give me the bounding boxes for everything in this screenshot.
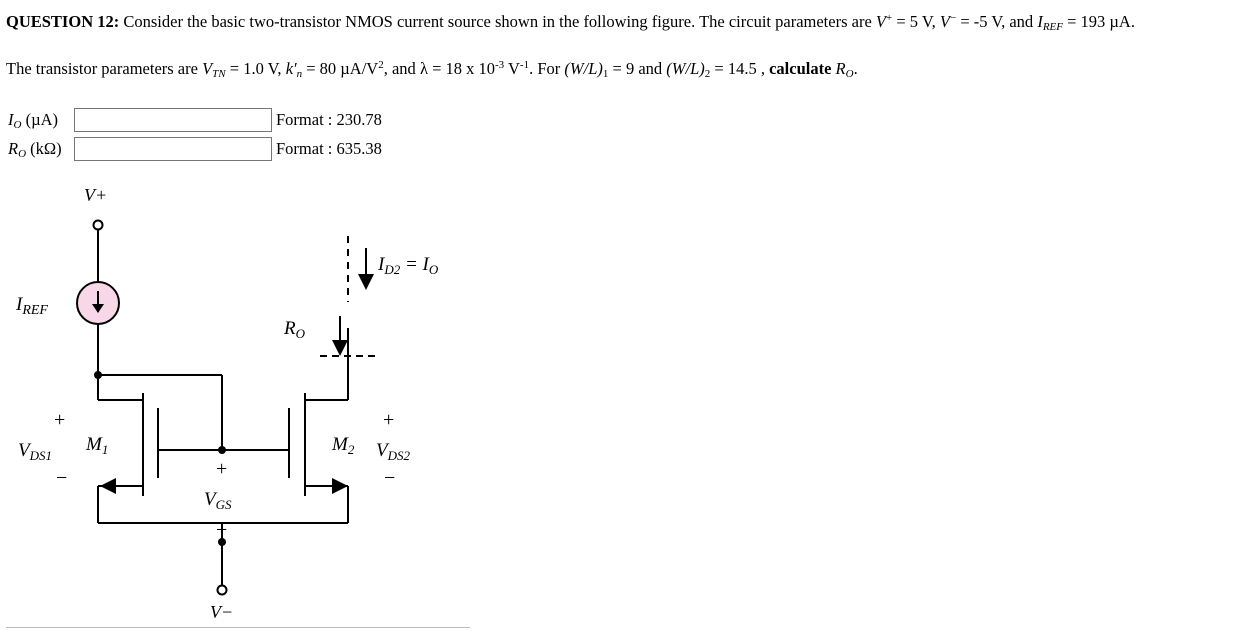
wl2-value: = 14.5 ,	[710, 59, 770, 78]
divider	[6, 627, 470, 628]
wl2-sub: 2	[704, 68, 711, 80]
kn-sub: n	[296, 68, 303, 80]
vplus-value: = 5 V,	[892, 12, 940, 31]
vgs-label: $V_{GS}$	[204, 489, 232, 512]
vminus-terminal	[218, 586, 227, 595]
io-label: $I_O$ (µA)	[8, 109, 58, 131]
vminus-label: V−	[210, 602, 234, 622]
ro-symbol: R	[835, 59, 846, 78]
vtn-sub: TN	[212, 68, 226, 80]
vds2-minus: −	[384, 467, 396, 489]
ro-figure-label: $R_O$	[284, 318, 305, 341]
wl2-symbol: (W/L)	[666, 59, 705, 78]
iref-value: = 193 µA.	[1062, 12, 1135, 31]
kn-symbol: k′	[285, 59, 297, 78]
lambda-value: λ = 18 x 10	[419, 59, 495, 78]
io-answer-input[interactable]	[74, 108, 272, 132]
kn-and: , and	[383, 59, 420, 78]
id2-label: $I_{D2} = I_O$	[378, 254, 439, 277]
lambda-unit: V	[504, 59, 520, 78]
vds2-label: $V_{DS2}$	[376, 440, 410, 463]
answer-row-ro	[8, 137, 382, 161]
question-label: QUESTION 12:	[6, 12, 120, 31]
vminus-symbol: V	[939, 12, 950, 31]
io-format-hint: Format : 230.78	[276, 110, 382, 129]
lambda-unit-exp: -1	[519, 59, 530, 71]
kn-sup: 2	[378, 59, 384, 71]
vds1-plus: +	[54, 409, 66, 431]
lambda-end: . For	[529, 59, 565, 78]
ro-format-hint: Format : 635.38	[276, 139, 382, 158]
ro-sub: O	[845, 68, 854, 80]
ro-answer-input[interactable]	[74, 137, 272, 161]
nmos-current-source-figure	[0, 178, 480, 628]
wl1-symbol: (W/L)	[564, 59, 603, 78]
iref-sub: REF	[1042, 21, 1063, 33]
question-line-1	[6, 12, 1135, 33]
vplus-label: V+	[84, 185, 108, 205]
vgs-plus: +	[216, 458, 228, 480]
iref-symbol: I	[1037, 12, 1043, 31]
vplus-terminal	[94, 221, 103, 230]
vminus-sup: −	[949, 12, 957, 24]
vgs-minus: −	[216, 519, 228, 541]
iref-label: $I_{REF}$	[16, 294, 48, 318]
answer-row-io	[8, 108, 382, 132]
calculate-text: calculate	[769, 59, 836, 78]
ro-label: $R_O$ (kΩ)	[8, 138, 62, 160]
m1-label: $M_1$	[86, 434, 109, 457]
question-text-2: The transistor parameters are	[6, 59, 203, 78]
vplus-symbol: V	[875, 12, 886, 31]
kn-value: = 80 µA/V	[302, 59, 379, 78]
vds1-minus: −	[56, 467, 68, 489]
question-text-1: Consider the basic two-transistor NMOS current source shown in the following figure. The circuit parameters are	[119, 12, 876, 31]
question-end: .	[853, 59, 858, 78]
vds2-plus: +	[383, 409, 395, 431]
vtn-symbol: V	[202, 59, 213, 78]
vplus-sup: +	[885, 12, 893, 24]
lambda-exp: -3	[495, 59, 505, 71]
question-line-2	[6, 59, 858, 80]
m2-label: $M_2$	[332, 434, 355, 457]
vds1-label: $V_{DS1}$	[18, 440, 52, 463]
vtn-value: = 1.0 V,	[225, 59, 286, 78]
wl1-sub: 1	[602, 68, 609, 80]
vminus-value: = -5 V, and	[956, 12, 1038, 31]
wl1-value: = 9 and	[608, 59, 667, 78]
